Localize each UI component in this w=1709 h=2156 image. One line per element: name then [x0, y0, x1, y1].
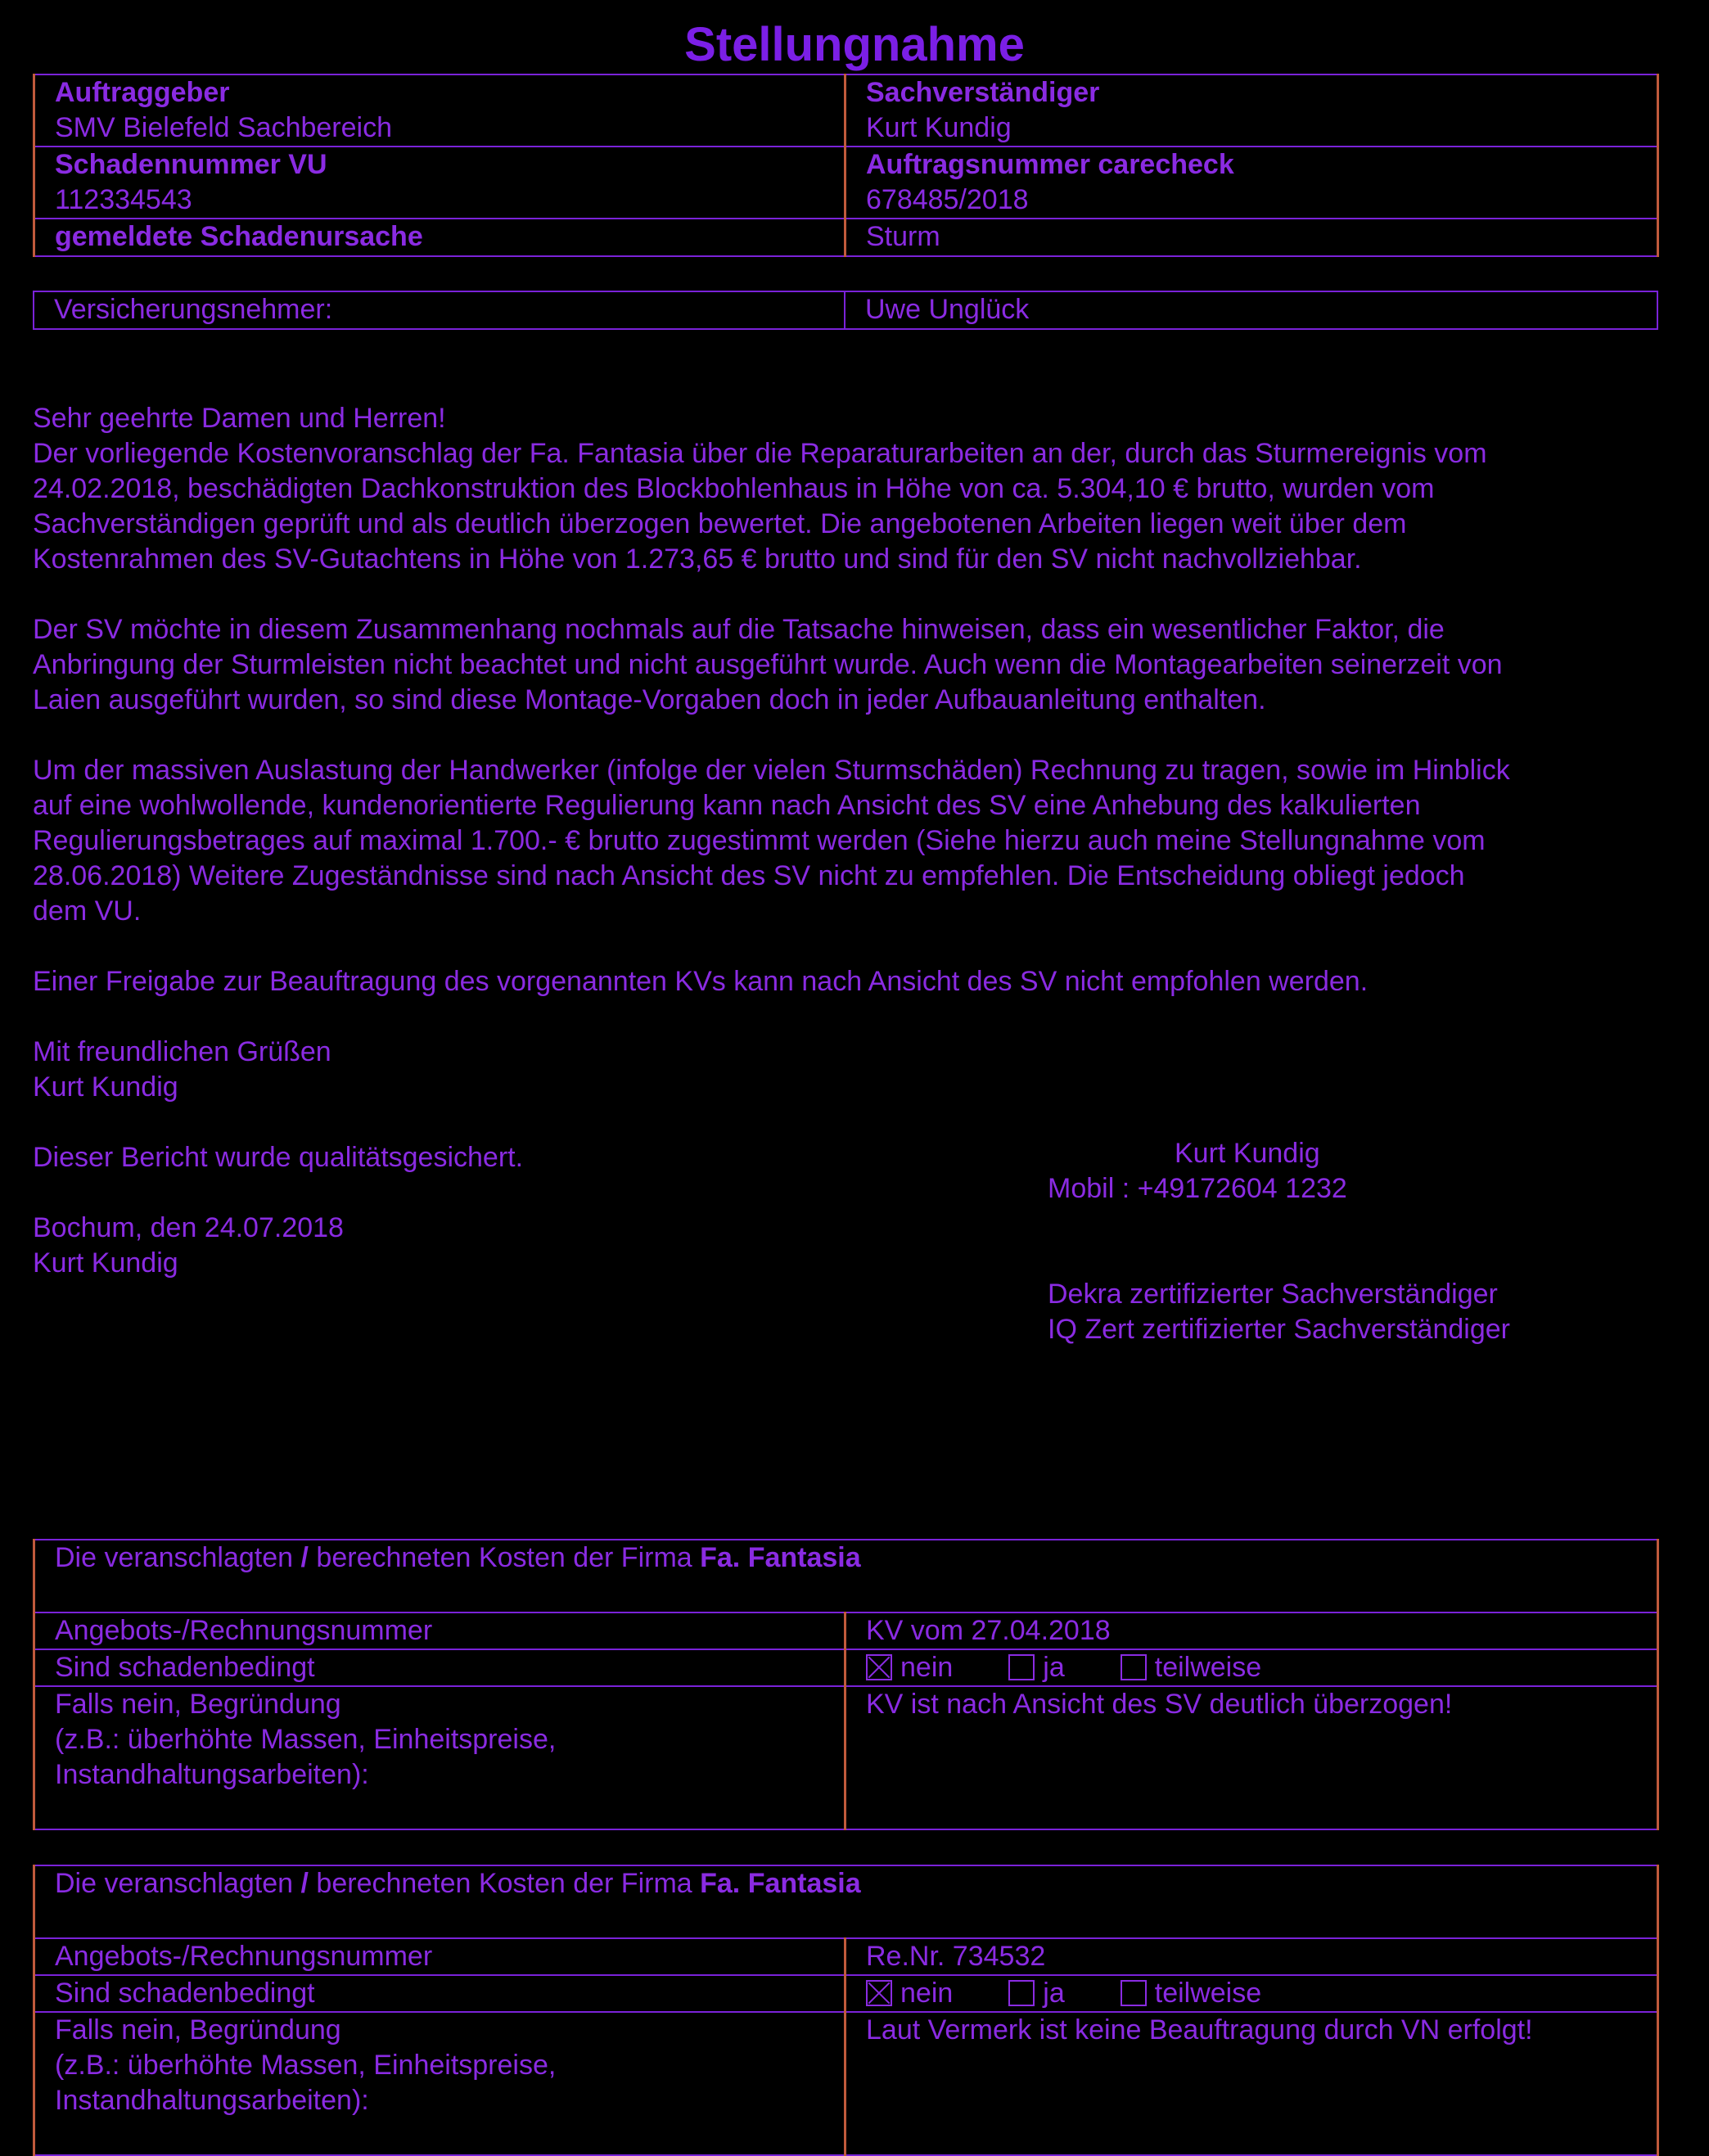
offer-number-label: Angebots-/Rechnungsnummer	[55, 1941, 433, 1972]
offer-number-label-cell	[34, 1938, 845, 1975]
client-value: SMV Bielefeld Sachbereich	[55, 112, 393, 143]
policyholder-value: Uwe Unglück	[865, 294, 1030, 325]
closing: Mit freundlichen Grüßen	[33, 1036, 331, 1067]
checkbox-teilweise[interactable]	[1121, 1980, 1147, 2006]
expert-value: Kurt Kundig	[866, 112, 1012, 143]
checkbox-nein[interactable]	[866, 1980, 892, 2006]
quality-note: Dieser Bericht wurde qualitätsgesichert.	[33, 1142, 524, 1173]
option-nein-label: nein	[900, 1978, 954, 2009]
cost-heading-prefix: Die veranschlagten	[55, 1868, 294, 1899]
order-number-cell	[845, 147, 1658, 219]
option-teilweise-label: teilweise	[1154, 1978, 1262, 2009]
text-line: auf eine wohlwollende, kundenorientierte Regulierung kann nach Ansicht des SV eine Anhebung des kalkulierten	[33, 790, 1421, 821]
damage-cause-label: gemeldete Schadenursache	[55, 221, 423, 252]
offer-number-label-cell	[34, 1612, 845, 1649]
reason-label-cell	[34, 1686, 845, 1829]
text-line: 24.02.2018, beschädigten Dachkonstruktion des Blockbohlenhaus in Höhe von ca. 5.304,10 € brutto, wurden vom	[33, 473, 1435, 504]
expert-cell	[845, 74, 1658, 147]
cost-heading-prefix: Die veranschlagten	[55, 1542, 294, 1573]
text-line: Der vorliegende Kostenvoranschlag der Fa. Fantasia über die Reparaturarbeiten an der, durch das Sturmereignis vom	[33, 438, 1487, 469]
claim-number-cell	[34, 147, 845, 219]
reason-value-cell	[845, 2012, 1658, 2155]
damage-related-options	[845, 1975, 1658, 2012]
paragraph-2	[33, 612, 1678, 718]
cost-heading-slash: /	[300, 1542, 309, 1573]
signer-name: Kurt Kundig	[33, 1247, 178, 1279]
damage-cause-value-cell	[845, 219, 1658, 256]
offer-number-label: Angebots-/Rechnungsnummer	[55, 1615, 433, 1646]
reason-label-line: (z.B.: überhöhte Massen, Einheitspreise,	[55, 1724, 557, 1755]
policyholder-table	[33, 291, 1658, 330]
damage-related-label-cell	[34, 1649, 845, 1686]
damage-related-label: Sind schadenbedingt	[55, 1978, 315, 2009]
cost-table-1	[33, 1539, 1659, 1830]
offer-number-value: Re.Nr. 734532	[866, 1941, 1046, 1972]
option-teilweise-label: teilweise	[1154, 1652, 1262, 1683]
order-number-label: Auftragsnummer carecheck	[866, 149, 1234, 180]
option-nein-label: nein	[900, 1652, 954, 1683]
page-title: Stellungnahme	[684, 18, 1025, 71]
reason-label-line: Falls nein, Begründung	[55, 1689, 341, 1720]
cost-heading-middle: berechneten Kosten der Firma	[316, 1868, 692, 1899]
text-line: Kostenrahmen des SV-Gutachtens in Höhe von 1.273,65 € brutto und sind für den SV nicht nachvollziehbar.	[33, 544, 1362, 575]
reason-label-line: (z.B.: überhöhte Massen, Einheitspreise,	[55, 2050, 557, 2081]
contact-name: Kurt Kundig	[1175, 1138, 1320, 1169]
client-cell	[34, 74, 845, 147]
offer-number-value-cell	[845, 1938, 1658, 1975]
certification-dekra: Dekra zertifizierter Sachverständiger	[1048, 1279, 1498, 1310]
claim-number-label: Schadennummer VU	[55, 149, 327, 180]
cost-heading-firm: Fa. Fantasia	[700, 1542, 861, 1573]
paragraph-3	[33, 753, 1678, 929]
reason-label-cell	[34, 2012, 845, 2155]
policyholder-label-cell	[34, 291, 845, 329]
text-line: Laien ausgeführt wurden, so sind diese Montage-Vorgaben doch in jeder Aufbauanleitung enthalten.	[33, 684, 1266, 715]
reason-label-line: Falls nein, Begründung	[55, 2014, 341, 2045]
claim-number-value: 112334543	[55, 184, 192, 215]
closing-name: Kurt Kundig	[33, 1071, 178, 1103]
damage-related-label: Sind schadenbedingt	[55, 1652, 315, 1683]
contact-block	[1048, 1136, 1670, 1347]
text-line: Um der massiven Auslastung der Handwerker (infolge der vielen Sturmschäden) Rechnung zu tragen, sowie im Hinblick	[33, 755, 1510, 786]
cost-heading-firm: Fa. Fantasia	[700, 1868, 861, 1899]
policyholder-value-cell	[845, 291, 1657, 329]
damage-cause-value: Sturm	[866, 221, 940, 252]
client-label: Auftraggeber	[55, 77, 230, 108]
text-line: Anbringung der Sturmleisten nicht beachtet und nicht ausgeführt wurde. Auch wenn die Montagearbeiten seinerzeit von	[33, 649, 1503, 680]
cost-table-2	[33, 1865, 1659, 2156]
offer-number-value: KV vom 27.04.2018	[866, 1615, 1111, 1646]
cost-heading-slash: /	[300, 1868, 309, 1899]
expert-label: Sachverständiger	[866, 77, 1100, 108]
header-info-table	[33, 74, 1659, 257]
damage-related-label-cell	[34, 1975, 845, 2012]
paragraph-1	[33, 436, 1678, 577]
greeting: Sehr geehrte Damen und Herren!	[33, 403, 446, 434]
paragraph-4: Einer Freigabe zur Beauftragung des vorgenannten KVs kann nach Ansicht des SV nicht empfohlen werden.	[33, 966, 1369, 997]
reason-label-line: Instandhaltungsarbeiten):	[55, 1759, 369, 1790]
reason-label-line: Instandhaltungsarbeiten):	[55, 2085, 369, 2116]
policyholder-label: Versicherungsnehmer:	[54, 294, 333, 325]
order-number-value: 678485/2018	[866, 184, 1029, 215]
place-date: Bochum, den 24.07.2018	[33, 1212, 344, 1243]
text-line: 28.06.2018) Weitere Zugeständnisse sind nach Ansicht des SV nicht zu empfehlen. Die Entscheidung obliegt jedoch	[33, 860, 1465, 891]
option-ja-label: ja	[1043, 1652, 1065, 1683]
certification-iqzert: IQ Zert zertifizierter Sachverständiger	[1048, 1314, 1510, 1345]
checkbox-teilweise[interactable]	[1121, 1654, 1147, 1680]
reason-value-cell	[845, 1686, 1658, 1829]
text-line: Der SV möchte in diesem Zusammenhang nochmals auf die Tatsache hinweisen, dass ein wesentlicher Faktor, die	[33, 614, 1445, 645]
reason-value: Laut Vermerk ist keine Beauftragung durch VN erfolgt!	[866, 2014, 1533, 2045]
reason-value: KV ist nach Ansicht des SV deutlich überzogen!	[866, 1689, 1453, 1720]
text-line: Regulierungsbetrages auf maximal 1.700.- € brutto zugestimmt werden (Siehe hierzu auch meine Stellungnahme vom	[33, 825, 1486, 856]
checkbox-nein[interactable]	[866, 1654, 892, 1680]
damage-cause-label-cell	[34, 219, 845, 256]
text-line: dem VU.	[33, 895, 142, 927]
damage-related-options	[845, 1649, 1658, 1686]
offer-number-value-cell	[845, 1612, 1658, 1649]
checkbox-ja[interactable]	[1008, 1654, 1035, 1680]
checkbox-ja[interactable]	[1008, 1980, 1035, 2006]
cost-heading-cell	[34, 1540, 1658, 1612]
cost-heading-middle: berechneten Kosten der Firma	[316, 1542, 692, 1573]
text-line: Sachverständigen geprüft und als deutlich überzogen bewertet. Die angebotenen Arbeiten liegen weit über dem	[33, 508, 1407, 539]
cost-heading-cell	[34, 1865, 1658, 1938]
contact-mobile: Mobil : +49172604 1232	[1048, 1173, 1347, 1204]
option-ja-label: ja	[1043, 1978, 1065, 2009]
